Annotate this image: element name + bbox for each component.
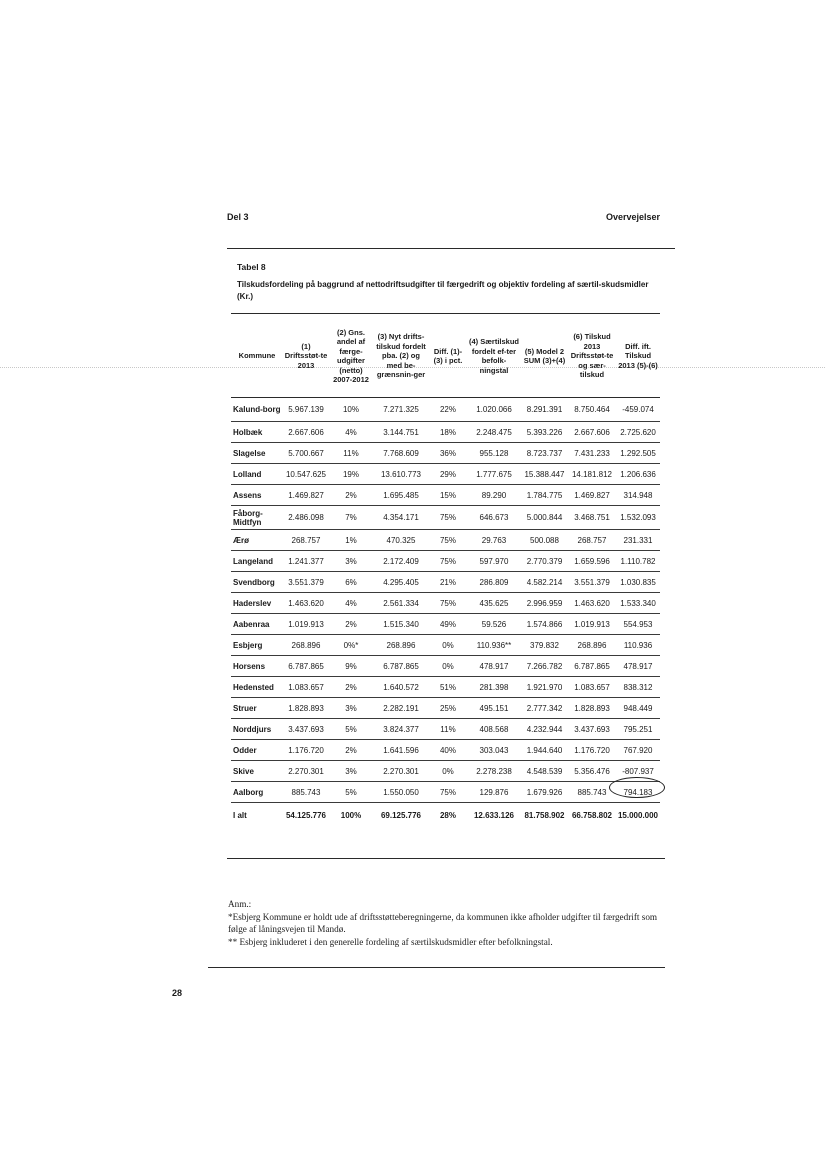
table-cell: 15%: [429, 485, 467, 506]
total-row: [231, 803, 660, 828]
table-cell: 795.251: [616, 719, 660, 740]
table-cell: 22%: [429, 398, 467, 422]
municipality-name: Assens: [231, 485, 283, 506]
table-cell: 1.659.596: [568, 551, 616, 572]
table-cell: 1.550.050: [373, 782, 429, 803]
table-cell: 3.468.751: [568, 506, 616, 530]
column-header: Diff. (1)-(3) i pct.: [429, 315, 467, 398]
table-row: [231, 485, 660, 506]
municipality-name: Aabenraa: [231, 614, 283, 635]
note-esbjerg-exclusion: *Esbjerg Kommune er holdt ude af driftsstøtteberegningerne, da kommunen ikke afholder udgifter til færgedrift som følge af låningsvejen til Mandø.: [228, 911, 658, 934]
table-cell: 838.312: [616, 677, 660, 698]
table-cell: 2.486.098: [283, 506, 329, 530]
table-cell: 1.515.340: [373, 614, 429, 635]
table-row: [231, 761, 660, 782]
column-header: (3) Nyt drifts-tilskud fordelt pba. (2) og med be-grænsnin-ger: [373, 315, 429, 398]
total-cell: 69.125.776: [380, 810, 422, 820]
table-cell: 268.896: [283, 635, 329, 656]
table-cell: 5%: [329, 782, 373, 803]
subsidy-table: [231, 315, 660, 827]
table-cell: 2.278.238: [467, 761, 521, 782]
table-row: [231, 530, 660, 551]
table-cell: 1.640.572: [373, 677, 429, 698]
table-cell: 268.896: [568, 635, 616, 656]
table-cell: 11%: [329, 443, 373, 464]
table-cell: 286.809: [467, 572, 521, 593]
municipality-name: Norddjurs: [231, 719, 283, 740]
table-cell: 478.917: [616, 656, 660, 677]
table-row: [231, 506, 660, 530]
table-cell: 75%: [429, 593, 467, 614]
table-cell: 794.183: [616, 782, 660, 803]
table-cell: 15.388.447: [521, 464, 568, 485]
table-cell: 19%: [329, 464, 373, 485]
table-row: [231, 443, 660, 464]
table-cell: 1.828.893: [568, 698, 616, 719]
table-row: [231, 551, 660, 572]
page-number: 28: [172, 988, 183, 998]
table-cell: 597.970: [467, 551, 521, 572]
table-cell: 75%: [429, 506, 467, 530]
table-cell: 49%: [429, 614, 467, 635]
table-cell: 1%: [329, 530, 373, 551]
table-row: [231, 572, 660, 593]
table-cell: 29%: [429, 464, 467, 485]
table-cell: 75%: [429, 551, 467, 572]
table-cell: 1.206.636: [616, 464, 660, 485]
table-label: Tabel 8: [237, 262, 266, 272]
municipality-name: Slagelse: [231, 443, 283, 464]
total-cell: 12.633.126: [473, 810, 515, 820]
total-cell: 15.000.000: [617, 810, 659, 820]
table-cell: 3%: [329, 551, 373, 572]
total-cell: 54.125.776: [285, 810, 327, 820]
table-cell: 25%: [429, 698, 467, 719]
table-cell: 7.271.325: [373, 398, 429, 422]
table-cell: 554.953: [616, 614, 660, 635]
table-cell: 2.282.191: [373, 698, 429, 719]
table-cell: -807.937: [616, 761, 660, 782]
municipality-name: Fåborg-Midtfyn: [231, 506, 283, 530]
table-cell: 478.917: [467, 656, 521, 677]
table-row: [231, 422, 660, 443]
municipality-name: Aalborg: [231, 782, 283, 803]
table-cell: 1.777.675: [467, 464, 521, 485]
table-cell: 9%: [329, 656, 373, 677]
total-cell: 81.758.902: [524, 810, 565, 820]
table-cell: 1.921.970: [521, 677, 568, 698]
municipality-name: Holbæk: [231, 422, 283, 443]
table-cell: 1.695.485: [373, 485, 429, 506]
table-cell: 281.398: [467, 677, 521, 698]
table-cell: 1.679.926: [521, 782, 568, 803]
table-cell: 2.561.334: [373, 593, 429, 614]
municipality-name: Lolland: [231, 464, 283, 485]
municipality-name: Horsens: [231, 656, 283, 677]
note-esbjerg-inclusion: ** Esbjerg inkluderet i den generelle fordeling af særtilskudsmidler efter befolkningstal.: [228, 936, 553, 947]
table-notes: [228, 898, 668, 948]
table-cell: 5.000.844: [521, 506, 568, 530]
table-cell: 18%: [429, 422, 467, 443]
table-cell: 1.176.720: [568, 740, 616, 761]
column-header: (1) Driftsstøt-te 2013: [283, 315, 329, 398]
table-cell: 110.936**: [467, 635, 521, 656]
table-cell: 1.469.827: [568, 485, 616, 506]
table-cell: 1.828.893: [283, 698, 329, 719]
table-cell: 110.936: [616, 635, 660, 656]
table-cell: 435.625: [467, 593, 521, 614]
table-cell: 0%*: [329, 635, 373, 656]
total-label: I alt: [233, 810, 247, 820]
notes-heading: Anm.:: [228, 899, 252, 909]
municipality-name: Struer: [231, 698, 283, 719]
table-row: [231, 782, 660, 803]
table-cell: 2.270.301: [373, 761, 429, 782]
table-cell: 13.610.773: [373, 464, 429, 485]
table-cell: 11%: [429, 719, 467, 740]
table-cell: 1.019.913: [568, 614, 616, 635]
table-cell: 268.757: [283, 530, 329, 551]
table-cell: 14.181.812: [568, 464, 616, 485]
table-cell: 5.393.226: [521, 422, 568, 443]
table-cell: 3.437.693: [283, 719, 329, 740]
column-header: (6) Tilskud 2013 Driftsstøt-te og sær-tilskud: [568, 315, 616, 398]
table-cell: 4%: [329, 593, 373, 614]
table-cell: 1.083.657: [283, 677, 329, 698]
table-cell: 4.548.539: [521, 761, 568, 782]
table-cell: 7%: [329, 506, 373, 530]
table-cell: 1.110.782: [616, 551, 660, 572]
table-cell: 3.437.693: [568, 719, 616, 740]
table-cell: 36%: [429, 443, 467, 464]
table-cell: 1.532.093: [616, 506, 660, 530]
table-cell: 3.551.379: [283, 572, 329, 593]
table-bottom-rule: [227, 858, 665, 859]
municipality-name: Ærø: [231, 530, 283, 551]
table-cell: 1.463.620: [568, 593, 616, 614]
table-cell: 1.176.720: [283, 740, 329, 761]
column-header: Diff. ift. Tilskud 2013 (5)-(6): [616, 315, 660, 398]
table-cell: 314.948: [616, 485, 660, 506]
table-cell: 2%: [329, 485, 373, 506]
table-cell: 4.295.405: [373, 572, 429, 593]
table-cell: 4.232.944: [521, 719, 568, 740]
municipality-name: Kalund-borg: [231, 398, 283, 422]
table-row: [231, 656, 660, 677]
table-row: [231, 677, 660, 698]
table-row: [231, 614, 660, 635]
table-cell: 885.743: [283, 782, 329, 803]
table-description: Tilskudsfordeling på baggrund af nettodriftsudgifter til færgedrift og objektiv fordeling af særtil-skudsmidler (Kr.): [237, 280, 649, 301]
municipality-name: Skive: [231, 761, 283, 782]
table-header-row: [231, 315, 660, 398]
handwritten-circle-mark: [609, 777, 665, 798]
table-cell: 3.551.379: [568, 572, 616, 593]
table-cell: 7.431.233: [568, 443, 616, 464]
table-cell: 2.172.409: [373, 551, 429, 572]
table-row: [231, 719, 660, 740]
table-cell: 885.743: [568, 782, 616, 803]
total-cell: 100%: [340, 810, 362, 820]
table-cell: 495.151: [467, 698, 521, 719]
table-cell: 948.449: [616, 698, 660, 719]
table-cell: 955.128: [467, 443, 521, 464]
table-cell: 379.832: [521, 635, 568, 656]
table-cell: 129.876: [467, 782, 521, 803]
table-cell: 500.088: [521, 530, 568, 551]
table-cell: 1.241.377: [283, 551, 329, 572]
table-cell: 1.574.866: [521, 614, 568, 635]
chapter-title: Overvejelser: [606, 212, 661, 222]
table-cell: 0%: [429, 635, 467, 656]
table-cell: 767.920: [616, 740, 660, 761]
table-cell: 6%: [329, 572, 373, 593]
table-cell: 10.547.625: [283, 464, 329, 485]
table-cell: 6.787.865: [373, 656, 429, 677]
municipality-name: Svendborg: [231, 572, 283, 593]
column-header: (2) Gns. andel af færge-udgifter (netto) 2007-2012: [329, 315, 373, 398]
table-cell: 59.526: [467, 614, 521, 635]
table-cell: 646.673: [467, 506, 521, 530]
table-cell: 89.290: [467, 485, 521, 506]
table-row: [231, 464, 660, 485]
column-header: Kommune: [231, 315, 283, 398]
table-cell: 7.768.609: [373, 443, 429, 464]
municipality-name: Haderslev: [231, 593, 283, 614]
table-cell: 4.582.214: [521, 572, 568, 593]
table-cell: 231.331: [616, 530, 660, 551]
table-cell: 1.292.505: [616, 443, 660, 464]
table-cell: 4.354.171: [373, 506, 429, 530]
table-body: [231, 398, 660, 828]
column-header: (4) Særtilskud fordelt ef-ter befolk-ningstal: [467, 315, 521, 398]
table-cell: 2.248.475: [467, 422, 521, 443]
table-cell: 2.777.342: [521, 698, 568, 719]
table-cell: 8.723.737: [521, 443, 568, 464]
column-header: (5) Model 2 SUM (3)+(4): [521, 315, 568, 398]
table-cell: 1.030.835: [616, 572, 660, 593]
municipality-name: Odder: [231, 740, 283, 761]
table-cell: 40%: [429, 740, 467, 761]
table-cell: 268.757: [568, 530, 616, 551]
table-cell: 5%: [329, 719, 373, 740]
table-cell: 268.896: [373, 635, 429, 656]
table-row: [231, 593, 660, 614]
table-cell: 2.667.606: [283, 422, 329, 443]
table-cell: 10%: [329, 398, 373, 422]
table-cell: 3%: [329, 698, 373, 719]
table-cell: 2.770.379: [521, 551, 568, 572]
table-cell: -459.074: [616, 398, 660, 422]
municipality-name: Hedensted: [231, 677, 283, 698]
table-cell: 2.996.959: [521, 593, 568, 614]
table-cell: 5.967.139: [283, 398, 329, 422]
table-cell: 1.020.066: [467, 398, 521, 422]
table-row: [231, 635, 660, 656]
section-label: Del 3: [227, 212, 249, 222]
municipality-name: Langeland: [231, 551, 283, 572]
table-cell: 6.787.865: [283, 656, 329, 677]
table-cell: 5.700.667: [283, 443, 329, 464]
table-cell: 3.824.377: [373, 719, 429, 740]
table-row: [231, 398, 660, 422]
table-cell: 2.725.620: [616, 422, 660, 443]
table-cell: 1.463.620: [283, 593, 329, 614]
table-cell: 7.266.782: [521, 656, 568, 677]
table-cell: 51%: [429, 677, 467, 698]
table-cell: 303.043: [467, 740, 521, 761]
table-cell: 8.291.391: [521, 398, 568, 422]
table-cell: 408.568: [467, 719, 521, 740]
table-cell: 3.144.751: [373, 422, 429, 443]
table-cell: 1.083.657: [568, 677, 616, 698]
table-cell: 21%: [429, 572, 467, 593]
table-cell: 75%: [429, 530, 467, 551]
notes-bottom-rule: [208, 967, 665, 968]
table-cell: 2%: [329, 677, 373, 698]
table-cell: 1.641.596: [373, 740, 429, 761]
total-cell: 66.758.802: [571, 810, 613, 820]
table-cell: 1.784.775: [521, 485, 568, 506]
table-top-rule: [231, 313, 660, 314]
total-cell: 28%: [439, 810, 456, 820]
table-cell: 3%: [329, 761, 373, 782]
table-cell: 5.356.476: [568, 761, 616, 782]
table-cell: 4%: [329, 422, 373, 443]
header-rule: [227, 248, 675, 249]
table-cell: 470.325: [373, 530, 429, 551]
table-row: [231, 740, 660, 761]
table-cell: 8.750.464: [568, 398, 616, 422]
table-cell: 1.019.913: [283, 614, 329, 635]
table-cell: 29.763: [467, 530, 521, 551]
table-cell: 1.533.340: [616, 593, 660, 614]
table-cell: 0%: [429, 656, 467, 677]
municipality-name: Esbjerg: [231, 635, 283, 656]
table-cell: 75%: [429, 782, 467, 803]
table-cell: 6.787.865: [568, 656, 616, 677]
table-cell: 1.944.640: [521, 740, 568, 761]
table-row: [231, 698, 660, 719]
table-cell: 2.667.606: [568, 422, 616, 443]
table-cell: 0%: [429, 761, 467, 782]
table-cell: 2%: [329, 740, 373, 761]
table-cell: 2%: [329, 614, 373, 635]
table-cell: 1.469.827: [283, 485, 329, 506]
table-cell: 2.270.301: [283, 761, 329, 782]
